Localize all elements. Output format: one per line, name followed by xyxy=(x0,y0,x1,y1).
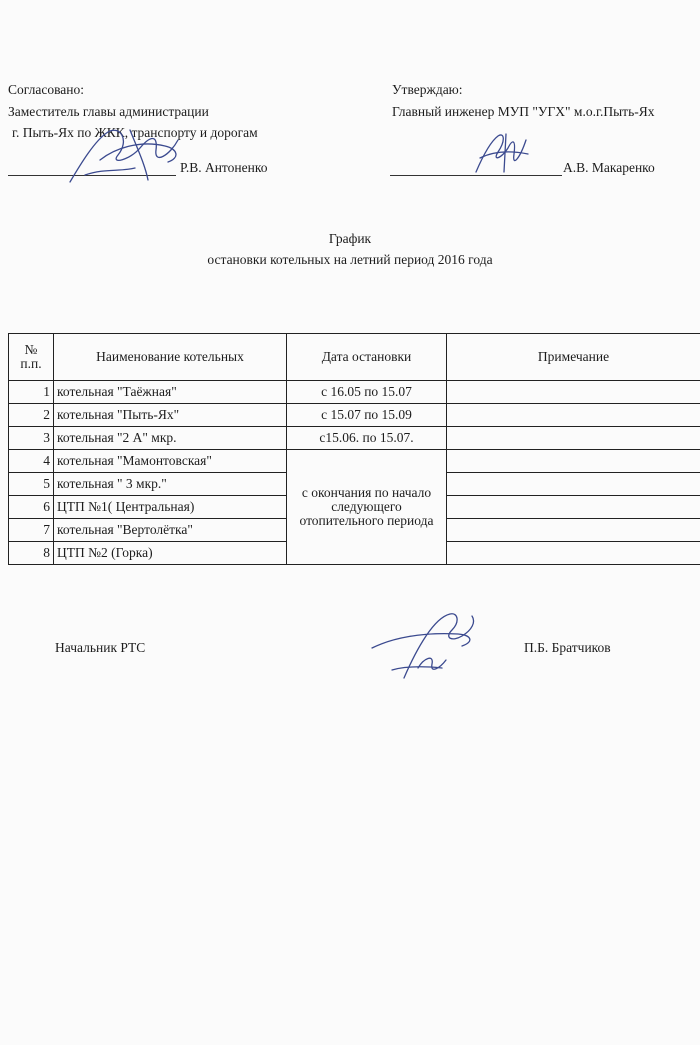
row-note xyxy=(447,404,700,427)
row-date: с 15.07 по 15.09 xyxy=(287,404,447,427)
table-row xyxy=(9,381,700,404)
table-row xyxy=(9,404,700,427)
row-number: 1 xyxy=(9,381,54,404)
row-name: ЦТП №1( Центральная) xyxy=(54,496,287,519)
row-note xyxy=(447,519,700,542)
agreed-position-line2: г. Пыть-Ях по ЖКК, транспорту и дорогам xyxy=(12,125,258,140)
approved-signer-name: А.В. Макаренко xyxy=(563,160,655,175)
header-number-line1: № xyxy=(24,342,38,357)
row-number: 6 xyxy=(9,496,54,519)
approved-label: Утверждаю: xyxy=(392,82,463,97)
row-note xyxy=(447,450,700,473)
row-number: 8 xyxy=(9,542,54,565)
document-title: График xyxy=(328,231,372,246)
row-note xyxy=(447,427,700,450)
table-header-row xyxy=(9,334,700,381)
footer-position: Начальник РТС xyxy=(55,640,146,655)
row-note xyxy=(447,473,700,496)
signature-footer-icon xyxy=(362,608,492,682)
schedule-table xyxy=(8,333,700,565)
footer-signer-name: П.Б. Братчиков xyxy=(524,640,611,655)
row-name: котельная "Мамонтовская" xyxy=(54,450,287,473)
agreed-label: Согласовано: xyxy=(8,82,84,97)
document-subtitle: остановки котельных на летний период 2016 года xyxy=(207,252,493,267)
table-row xyxy=(9,427,700,450)
row-note xyxy=(447,381,700,404)
row-name: котельная "2 А" мкр. xyxy=(54,427,287,450)
row-note xyxy=(447,496,700,519)
agreed-signer-name: Р.В. Антоненко xyxy=(180,160,268,175)
row-name: котельная "Вертолётка" xyxy=(54,519,287,542)
header-date: Дата остановки xyxy=(287,334,447,381)
row-name: котельная "Пыть-Ях" xyxy=(54,404,287,427)
row-number: 7 xyxy=(9,519,54,542)
merged-date-line1: с окончания по начало xyxy=(301,485,432,500)
row-number: 3 xyxy=(9,427,54,450)
header-name: Наименование котельных xyxy=(54,334,287,381)
row-date: с15.06. по 15.07. xyxy=(287,427,447,450)
table-row xyxy=(9,450,700,473)
row-date: с 16.05 по 15.07 xyxy=(287,381,447,404)
row-number: 4 xyxy=(9,450,54,473)
row-note xyxy=(447,542,700,565)
agreed-position-line1: Заместитель главы администрации xyxy=(8,104,209,119)
row-name: котельная " 3 мкр." xyxy=(54,473,287,496)
merged-date-line3: отопительного периода xyxy=(299,513,434,528)
merged-date-line2: следующего xyxy=(331,499,402,514)
row-number: 5 xyxy=(9,473,54,496)
approved-position: Главный инженер МУП "УГХ" м.о.г.Пыть-Ях xyxy=(392,104,655,119)
signature-right-icon xyxy=(468,128,538,178)
signature-left-icon xyxy=(60,110,200,190)
merged-date-cell xyxy=(287,450,447,565)
header-note: Примечание xyxy=(447,334,700,381)
row-number: 2 xyxy=(9,404,54,427)
header-number xyxy=(9,334,54,381)
row-name: ЦТП №2 (Горка) xyxy=(54,542,287,565)
header-number-line2: п.п. xyxy=(20,356,42,371)
row-name: котельная "Таёжная" xyxy=(54,381,287,404)
